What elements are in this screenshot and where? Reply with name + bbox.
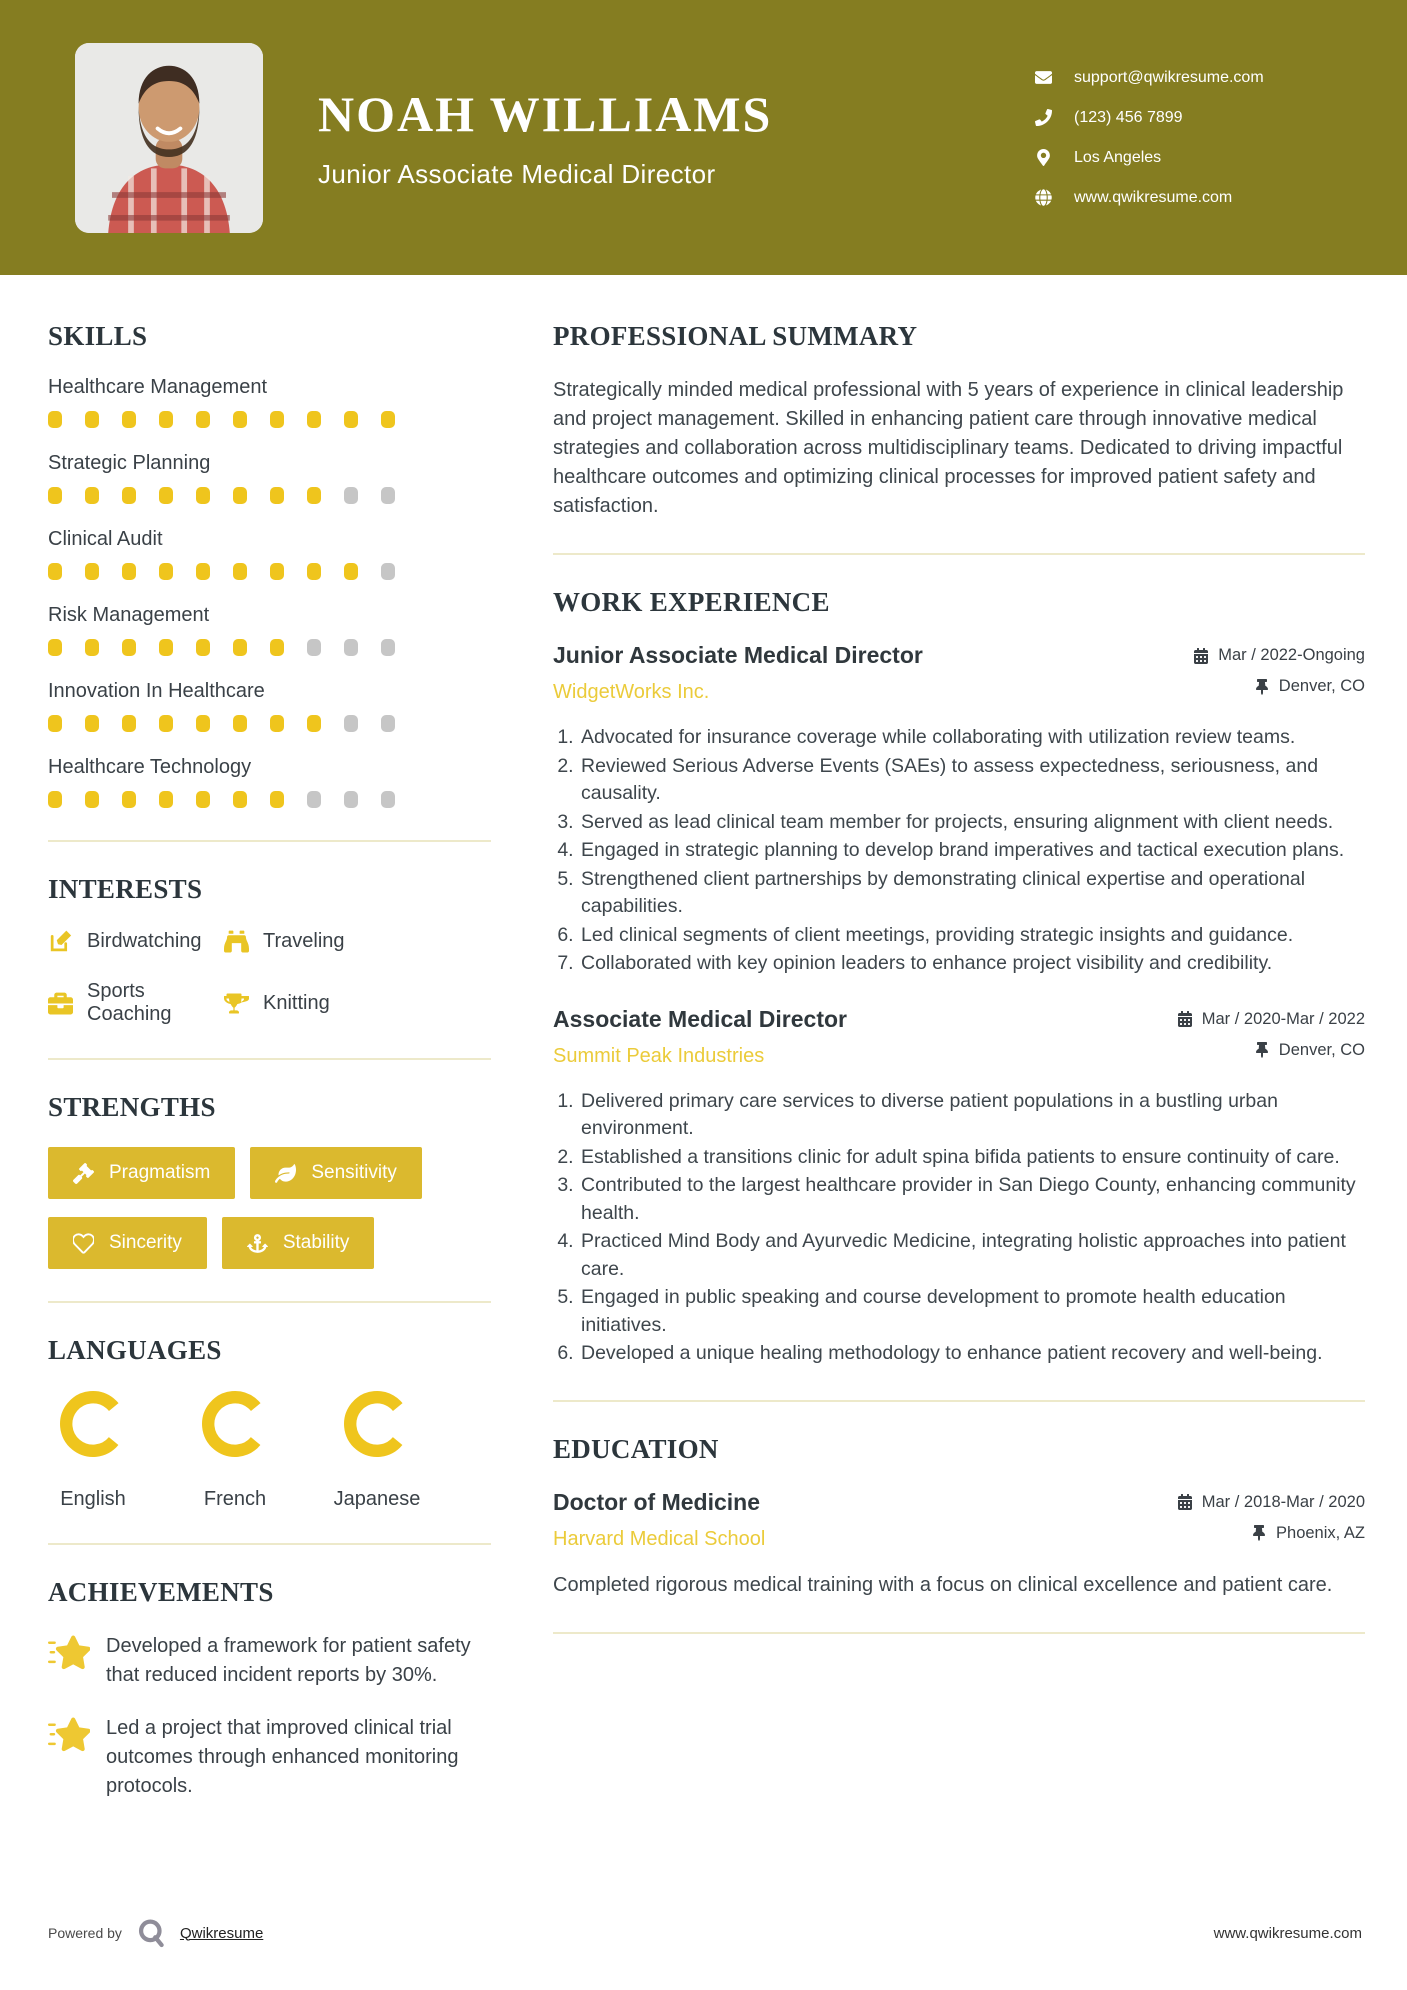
interests-list: [48, 929, 491, 1026]
achievements-list: [48, 1632, 491, 1801]
skill-level-bar: [48, 411, 395, 428]
skill-dot: [48, 563, 62, 580]
resume-header: [0, 0, 1407, 275]
skill-item: [48, 528, 491, 580]
job-location-text: Denver, CO: [1278, 677, 1365, 695]
strengths-heading: STRENGTHS: [48, 1092, 216, 1122]
interest-label: Sports Coaching: [87, 980, 172, 1025]
job-date-text: Mar / 2020-Mar / 2022: [1201, 1009, 1365, 1028]
skill-dot: [233, 639, 247, 656]
company-name: WidgetWorks Inc.: [553, 681, 710, 703]
skill-dot: [159, 791, 173, 808]
degree-title: Doctor of Medicine: [553, 1488, 761, 1515]
skill-dot: [270, 791, 284, 808]
job-location: [1254, 1041, 1365, 1060]
job-bullet-list: [553, 1088, 1365, 1368]
education-dates: [1177, 1493, 1365, 1512]
skill-dot: [381, 563, 395, 580]
job-bullet: 4. Engaged in strategic planning to develop brand imperatives and tactical execution plans.: [579, 837, 1365, 865]
job-bullet: 4. Practiced Mind Body and Ayurvedic Medicine, integrating holistic approaches into patient care.: [579, 1228, 1365, 1283]
pushpin-icon: [1254, 679, 1270, 695]
location-pin-icon: [1035, 149, 1052, 166]
skill-dot: [307, 639, 321, 656]
interest-item: [224, 980, 491, 1026]
skill-dot: [233, 715, 247, 732]
skill-dot: [344, 791, 358, 808]
skill-dot: [48, 791, 62, 808]
interest-label: Birdwatching: [87, 930, 202, 952]
skill-dot: [196, 791, 210, 808]
skill-name: Innovation In Healthcare: [48, 680, 265, 702]
skill-dot: [196, 563, 210, 580]
skill-dot: [48, 411, 62, 428]
contact-list: [1035, 69, 1365, 207]
skill-dot: [307, 411, 321, 428]
strength-label: Sincerity: [109, 1232, 182, 1253]
skills-list: [48, 376, 491, 808]
skill-dot: [381, 487, 395, 504]
skill-level-bar: [48, 639, 395, 656]
skill-dot: [344, 715, 358, 732]
languages-list: [48, 1390, 491, 1511]
job-bullet: 2. Reviewed Serious Adverse Events (SAEs) to assess expectedness, seriousness, and causality.: [579, 753, 1365, 808]
section-divider: [48, 840, 491, 842]
skills-heading: SKILLS: [48, 321, 148, 351]
skill-dot: [270, 639, 284, 656]
job-entry: [553, 1006, 1365, 1368]
powered-by-label: Powered by: [48, 1925, 122, 1941]
calendar-icon: [1177, 1494, 1193, 1510]
skill-item: [48, 376, 491, 428]
pushpin-icon: [1254, 1042, 1270, 1058]
skill-dot: [196, 715, 210, 732]
skill-item: [48, 604, 491, 656]
interest-item: [224, 929, 491, 954]
skill-dot: [233, 791, 247, 808]
skill-dot: [122, 411, 136, 428]
skill-dot: [381, 715, 395, 732]
section-divider: [48, 1058, 491, 1060]
achievement-text: Led a project that improved clinical trial outcomes through enhanced monitoring protocols.: [106, 1717, 459, 1797]
education-date-text: Mar / 2018-Mar / 2020: [1201, 1492, 1365, 1511]
skill-dot: [85, 411, 99, 428]
envelope-icon: [1035, 69, 1052, 86]
briefcase-icon: [48, 991, 73, 1016]
skill-dot: [196, 639, 210, 656]
job-bullet: 6. Developed a unique healing methodology to enhance patient recovery and well-being.: [579, 1340, 1365, 1368]
anchor-icon: [247, 1233, 268, 1254]
profile-photo: [75, 43, 263, 233]
contact-text: (123) 456 7899: [1074, 108, 1183, 126]
achievement-text: Developed a framework for patient safety that reduced incident reports by 30%.: [106, 1635, 471, 1686]
job-bullet: 2. Established a transitions clinic for adult spina bifida patients to ensure continuity of care.: [579, 1144, 1365, 1172]
trophy-icon: [224, 991, 249, 1016]
strength-badge: [250, 1147, 422, 1199]
job-bullet: 6. Led clinical segments of client meetings, providing strategic insights and guidance.: [579, 922, 1365, 950]
language-level-arc: [59, 1390, 127, 1458]
job-bullet-list: [553, 724, 1365, 978]
skill-dot: [344, 563, 358, 580]
education-location: [1251, 1524, 1365, 1543]
strength-label: Sensitivity: [311, 1162, 397, 1183]
skill-dot: [85, 791, 99, 808]
contact-item: [1035, 69, 1365, 87]
summary-heading: PROFESSIONAL SUMMARY: [553, 321, 918, 351]
section-divider: [553, 1632, 1365, 1634]
skill-dot: [344, 487, 358, 504]
job-bullet: 3. Contributed to the largest healthcare provider in San Diego County, enhancing community health.: [579, 1172, 1365, 1227]
languages-heading: LANGUAGES: [48, 1335, 222, 1365]
job-title: Associate Medical Director: [553, 1005, 848, 1032]
skill-dot: [122, 715, 136, 732]
contact-text: Los Angeles: [1074, 148, 1162, 166]
page-footer: [48, 1916, 1362, 1950]
language-item: [190, 1390, 280, 1511]
left-column: [48, 321, 491, 1825]
skill-dot: [270, 487, 284, 504]
language-label: English: [60, 1488, 126, 1510]
interest-item: [48, 929, 224, 954]
skill-level-bar: [48, 715, 395, 732]
skill-item: [48, 680, 491, 732]
skill-dot: [48, 639, 62, 656]
skill-dot: [233, 563, 247, 580]
heart-icon: [73, 1233, 94, 1254]
avatar: [75, 43, 263, 233]
skill-dot: [159, 639, 173, 656]
section-divider: [48, 1301, 491, 1303]
section-divider: [553, 553, 1365, 555]
skill-dot: [48, 487, 62, 504]
person-name: NOAH WILLIAMS: [318, 86, 773, 142]
strength-label: Pragmatism: [109, 1162, 211, 1183]
strengths-list: [48, 1147, 491, 1269]
achievement-item: [48, 1632, 491, 1690]
section-divider: [48, 1543, 491, 1545]
shooting-star-icon: [48, 1717, 90, 1753]
job-dates: [1177, 1010, 1365, 1029]
qwikresume-link[interactable]: Qwikresume: [179, 1924, 264, 1942]
skill-dot: [270, 411, 284, 428]
company-name: Summit Peak Industries: [553, 1044, 765, 1067]
interest-label: Traveling: [263, 930, 345, 952]
job-bullet: 5. Engaged in public speaking and course development to promote health education initiatives.: [579, 1284, 1365, 1339]
strength-badge: [222, 1217, 375, 1269]
school-name: Harvard Medical School: [553, 1527, 766, 1550]
language-item: [332, 1390, 422, 1511]
language-label: Japanese: [333, 1488, 421, 1510]
gavel-icon: [73, 1163, 94, 1184]
experience-list: [553, 642, 1365, 1368]
skill-dot: [159, 411, 173, 428]
job-bullet: 5. Strengthened client partnerships by demonstrating clinical expertise and operational capabilities.: [579, 866, 1365, 921]
pencil-icon: [48, 929, 73, 954]
skill-item: [48, 756, 491, 808]
skill-dot: [48, 715, 62, 732]
contact-item: [1035, 149, 1365, 167]
skill-item: [48, 452, 491, 504]
skill-name: Risk Management: [48, 604, 210, 626]
skill-dot: [122, 639, 136, 656]
skill-dot: [307, 791, 321, 808]
job-entry: [553, 642, 1365, 978]
skill-name: Healthcare Management: [48, 376, 268, 398]
summary-text: Strategically minded medical professional with 5 years of experience in clinical leadership and project management. Skilled in enhancing patient care through innovative medical strategies and collaboration across multidisciplinary teams. Dedicated to driving impactful healthcare outcomes and optimizing clinical processes for improved patient safety and satisfaction.: [553, 379, 1344, 517]
skill-dot: [307, 487, 321, 504]
education-location-text: Phoenix, AZ: [1276, 1523, 1365, 1542]
strength-badge: [48, 1217, 207, 1269]
calendar-icon: [1193, 648, 1209, 664]
skill-dot: [122, 563, 136, 580]
binoculars-icon: [224, 929, 249, 954]
interest-item: [48, 980, 224, 1026]
language-item: [48, 1390, 138, 1511]
interests-heading: INTERESTS: [48, 874, 203, 904]
job-bullet: 7. Collaborated with key opinion leaders to enhance project visibility and credibility.: [579, 950, 1365, 978]
shooting-star-icon: [48, 1635, 90, 1671]
skill-level-bar: [48, 791, 395, 808]
education-entry: [553, 1489, 1365, 1600]
skill-dot: [344, 639, 358, 656]
skill-dot: [233, 487, 247, 504]
contact-text: www.qwikresume.com: [1074, 188, 1233, 206]
section-divider: [553, 1400, 1365, 1402]
achievements-heading: ACHIEVEMENTS: [48, 1577, 274, 1607]
leaf-icon: [275, 1163, 296, 1184]
skill-dot: [85, 639, 99, 656]
achievement-item: [48, 1714, 491, 1801]
phone-icon: [1035, 109, 1052, 126]
job-location-text: Denver, CO: [1278, 1040, 1365, 1059]
job-bullet: 1. Delivered primary care services to diverse patient populations in a bustling urban environment.: [579, 1088, 1365, 1143]
skill-level-bar: [48, 563, 395, 580]
skill-dot: [381, 411, 395, 428]
skill-dot: [122, 791, 136, 808]
skill-dot: [270, 715, 284, 732]
qwikresume-logo-icon: [134, 1916, 168, 1950]
skill-dot: [159, 487, 173, 504]
skill-dot: [85, 487, 99, 504]
skill-dot: [159, 715, 173, 732]
language-level-arc: [343, 1390, 411, 1458]
skill-dot: [122, 487, 136, 504]
job-location: [1254, 677, 1365, 696]
contact-item: [1035, 109, 1365, 127]
skill-name: Strategic Planning: [48, 452, 211, 474]
skill-dot: [307, 715, 321, 732]
footer-website: www.qwikresume.com: [1213, 1924, 1362, 1942]
skill-name: Healthcare Technology: [48, 756, 252, 778]
skill-dot: [270, 563, 284, 580]
education-description: Completed rigorous medical training with a focus on clinical excellence and patient care.: [553, 1573, 1333, 1596]
contact-item: [1035, 189, 1365, 207]
job-date-text: Mar / 2022-Ongoing: [1218, 646, 1365, 664]
pushpin-icon: [1251, 1525, 1267, 1541]
skill-dot: [344, 411, 358, 428]
skill-dot: [381, 791, 395, 808]
calendar-icon: [1177, 1011, 1193, 1027]
skill-dot: [196, 411, 210, 428]
strength-badge: [48, 1147, 235, 1199]
globe-icon: [1035, 189, 1052, 206]
right-column: [553, 321, 1365, 1825]
skill-dot: [85, 715, 99, 732]
skill-name: Clinical Audit: [48, 528, 163, 550]
job-dates: [1193, 646, 1365, 665]
language-label: French: [203, 1488, 267, 1510]
contact-text: support@qwikresume.com: [1074, 68, 1264, 86]
education-heading: EDUCATION: [553, 1433, 719, 1464]
strength-label: Stability: [282, 1232, 350, 1253]
job-bullet: 1. Advocated for insurance coverage while collaborating with utilization review teams.: [579, 724, 1365, 752]
interest-label: Knitting: [263, 991, 330, 1014]
experience-heading: WORK EXPERIENCE: [553, 587, 830, 617]
skill-level-bar: [48, 487, 395, 504]
skill-dot: [307, 563, 321, 580]
language-level-arc: [201, 1390, 269, 1458]
skill-dot: [381, 639, 395, 656]
skill-dot: [159, 563, 173, 580]
skill-dot: [233, 411, 247, 428]
job-bullet: 3. Served as lead clinical team member for projects, ensuring alignment with client needs.: [579, 809, 1365, 837]
job-title: Junior Associate Medical Director: [553, 642, 923, 668]
person-job-title: Junior Associate Medical Director: [318, 159, 716, 189]
skill-dot: [196, 487, 210, 504]
skill-dot: [85, 563, 99, 580]
